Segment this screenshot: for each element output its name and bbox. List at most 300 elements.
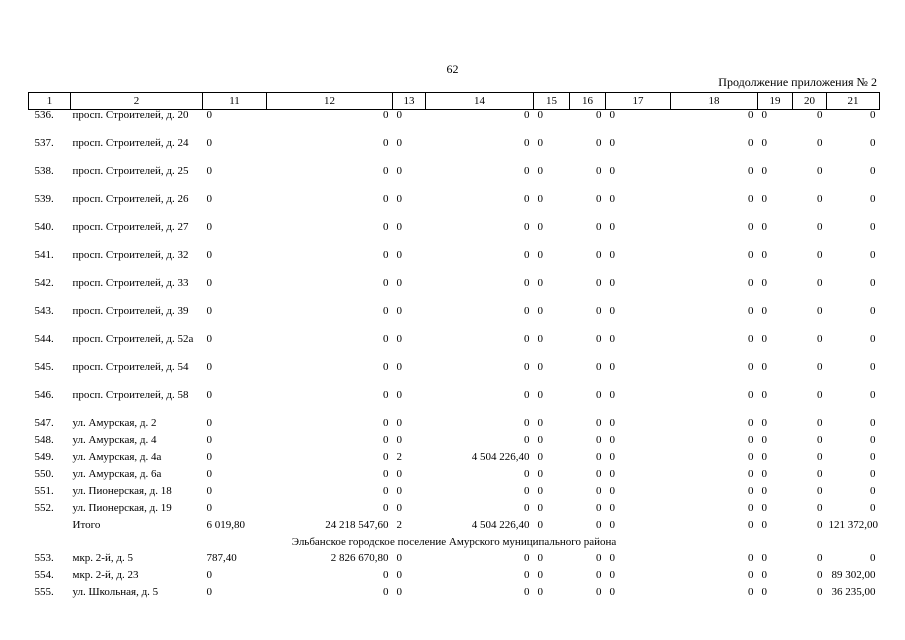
column-header: 20: [793, 93, 827, 110]
cell-c13: 0: [396, 417, 402, 429]
cell-c17: 0: [609, 361, 615, 373]
cell-c15: 0: [537, 277, 543, 289]
row-number: 542.: [34, 277, 54, 289]
cell-c21: 0: [870, 361, 876, 373]
cell-c12: 0: [383, 221, 389, 233]
cell-c20: 0: [817, 137, 823, 149]
cell-c12: 2 826 670,80: [330, 552, 389, 564]
cell-c21: 0: [870, 249, 876, 261]
row-address: ул. Школьная, д. 5: [72, 586, 159, 598]
cell-c14: 0: [524, 221, 530, 233]
cell-c11: 0: [206, 333, 212, 345]
cell-c16: 0: [596, 434, 602, 446]
cell-c19: 0: [761, 333, 767, 345]
cell-c17: 0: [609, 485, 615, 497]
cell-c11: 0: [206, 451, 212, 463]
cell-c12: 0: [383, 249, 389, 261]
cell-c21: 0: [870, 109, 876, 121]
cell-c15: 0: [537, 137, 543, 149]
cell-c13: 0: [396, 137, 402, 149]
cell-c17: 0: [609, 502, 615, 514]
row-address: просп. Строителей, д. 24: [72, 137, 189, 149]
cell-c12: 0: [383, 165, 389, 177]
row-address: ул. Амурская, д. 4: [72, 434, 157, 446]
cell-c11: 0: [206, 249, 212, 261]
cell-c20: 0: [817, 485, 823, 497]
total-c19: 0: [761, 519, 767, 531]
total-c14: 4 504 226,40: [471, 519, 530, 531]
cell-c17: 0: [609, 586, 615, 598]
cell-c20: 0: [817, 221, 823, 233]
cell-c15: 0: [537, 468, 543, 480]
cell-c18: 0: [748, 193, 754, 205]
row-number: 553.: [34, 552, 54, 564]
row-address: просп. Строителей, д. 32: [72, 249, 189, 261]
cell-c16: 0: [596, 389, 602, 401]
cell-c15: 0: [537, 417, 543, 429]
cell-c13: 0: [396, 389, 402, 401]
cell-c20: 0: [817, 434, 823, 446]
row-number: 543.: [34, 305, 54, 317]
column-header: 17: [606, 93, 671, 110]
column-header: 21: [827, 93, 880, 110]
cell-c21: 0: [870, 389, 876, 401]
row-number: 537.: [34, 137, 54, 149]
cell-c12: 0: [383, 305, 389, 317]
cell-c11: 787,40: [206, 552, 237, 564]
cell-c20: 0: [817, 502, 823, 514]
cell-c11: 0: [206, 221, 212, 233]
total-c13: 2: [396, 519, 402, 531]
cell-c17: 0: [609, 221, 615, 233]
column-header: 16: [570, 93, 606, 110]
cell-c17: 0: [609, 569, 615, 581]
cell-c12: 0: [383, 434, 389, 446]
total-c21: 121 372,00: [828, 519, 878, 531]
row-number: 540.: [34, 221, 54, 233]
cell-c13: 0: [396, 193, 402, 205]
cell-c13: 0: [396, 485, 402, 497]
cell-c11: 0: [206, 434, 212, 446]
cell-c13: 0: [396, 249, 402, 261]
cell-c15: 0: [537, 361, 543, 373]
cell-c21: 0: [870, 165, 876, 177]
row-number: 552.: [34, 502, 54, 514]
cell-c14: 0: [524, 277, 530, 289]
cell-c11: 0: [206, 502, 212, 514]
cell-c19: 0: [761, 417, 767, 429]
total-c18: 0: [748, 519, 754, 531]
row-address: ул. Пионерская, д. 18: [72, 485, 172, 497]
cell-c17: 0: [609, 333, 615, 345]
table-row: [29, 250, 880, 278]
cell-c11: 0: [206, 277, 212, 289]
cell-c12: 0: [383, 333, 389, 345]
cell-c14: 0: [524, 193, 530, 205]
row-address: просп. Строителей, д. 27: [72, 221, 189, 233]
total-row: [29, 520, 880, 537]
cell-c15: 0: [537, 451, 543, 463]
cell-c20: 0: [817, 586, 823, 598]
cell-c15: 0: [537, 552, 543, 564]
cell-c16: 0: [596, 502, 602, 514]
cell-c16: 0: [596, 193, 602, 205]
cell-c18: 0: [748, 417, 754, 429]
cell-c15: 0: [537, 165, 543, 177]
table-row: [29, 452, 880, 469]
cell-c13: 0: [396, 277, 402, 289]
cell-c19: 0: [761, 502, 767, 514]
cell-c12: 0: [383, 569, 389, 581]
column-header: 18: [671, 93, 758, 110]
row-number: 547.: [34, 417, 54, 429]
table-row: [29, 362, 880, 390]
cell-c13: 2: [396, 451, 402, 463]
cell-c21: 0: [870, 434, 876, 446]
cell-c14: 0: [524, 389, 530, 401]
column-header: 13: [393, 93, 426, 110]
cell-c11: 0: [206, 586, 212, 598]
cell-c19: 0: [761, 569, 767, 581]
cell-c13: 0: [396, 305, 402, 317]
column-header: 15: [534, 93, 570, 110]
cell-c14: 0: [524, 552, 530, 564]
cell-c15: 0: [537, 193, 543, 205]
cell-c16: 0: [596, 468, 602, 480]
cell-c11: 0: [206, 569, 212, 581]
cell-c14: 0: [524, 109, 530, 121]
cell-c11: 0: [206, 165, 212, 177]
table-row: [29, 334, 880, 362]
cell-c15: 0: [537, 569, 543, 581]
column-header: 12: [267, 93, 393, 110]
cell-c20: 0: [817, 305, 823, 317]
cell-c21: 89 302,00: [831, 569, 876, 581]
cell-c20: 0: [817, 165, 823, 177]
cell-c12: 0: [383, 361, 389, 373]
cell-c16: 0: [596, 451, 602, 463]
total-c20: 0: [817, 519, 823, 531]
cell-c16: 0: [596, 586, 602, 598]
cell-c15: 0: [537, 434, 543, 446]
row-address: ул. Амурская, д. 4а: [72, 451, 162, 463]
cell-c17: 0: [609, 434, 615, 446]
cell-c18: 0: [748, 109, 754, 121]
section-title: Эльбанское городское поселение Амурского муниципального района: [291, 536, 617, 548]
cell-c11: 0: [206, 417, 212, 429]
cell-c16: 0: [596, 333, 602, 345]
table-row: [29, 306, 880, 334]
cell-c16: 0: [596, 361, 602, 373]
row-number: 538.: [34, 165, 54, 177]
cell-c16: 0: [596, 417, 602, 429]
column-header: 2: [71, 93, 203, 110]
cell-c19: 0: [761, 434, 767, 446]
cell-c15: 0: [537, 333, 543, 345]
data-table: [28, 92, 880, 604]
cell-c20: 0: [817, 417, 823, 429]
cell-c14: 0: [524, 434, 530, 446]
cell-c20: 0: [817, 389, 823, 401]
cell-c18: 0: [748, 485, 754, 497]
column-header: 14: [426, 93, 534, 110]
cell-c19: 0: [761, 451, 767, 463]
cell-c18: 0: [748, 586, 754, 598]
cell-c18: 0: [748, 277, 754, 289]
table-row: [29, 222, 880, 250]
cell-c19: 0: [761, 305, 767, 317]
cell-c17: 0: [609, 468, 615, 480]
cell-c17: 0: [609, 552, 615, 564]
cell-c12: 0: [383, 277, 389, 289]
table-row: [29, 503, 880, 520]
cell-c16: 0: [596, 221, 602, 233]
cell-c19: 0: [761, 468, 767, 480]
row-address: мкр. 2-й, д. 23: [72, 569, 139, 581]
cell-c13: 0: [396, 552, 402, 564]
cell-c18: 0: [748, 451, 754, 463]
row-number: 544.: [34, 333, 54, 345]
row-number: 539.: [34, 193, 54, 205]
cell-c21: 0: [870, 277, 876, 289]
cell-c11: 0: [206, 485, 212, 497]
column-header: 19: [758, 93, 793, 110]
cell-c12: 0: [383, 137, 389, 149]
cell-c19: 0: [761, 485, 767, 497]
cell-c15: 0: [537, 485, 543, 497]
cell-c21: 0: [870, 221, 876, 233]
row-number: 536.: [34, 109, 54, 121]
row-number: 554.: [34, 569, 54, 581]
total-label: Итого: [72, 519, 101, 531]
cell-c20: 0: [817, 451, 823, 463]
table-row: [29, 194, 880, 222]
row-number: 548.: [34, 434, 54, 446]
cell-c21: 0: [870, 552, 876, 564]
cell-c15: 0: [537, 109, 543, 121]
cell-c11: 0: [206, 305, 212, 317]
cell-c15: 0: [537, 221, 543, 233]
total-blank: [29, 520, 71, 537]
cell-c14: 0: [524, 468, 530, 480]
cell-c16: 0: [596, 277, 602, 289]
cell-c13: 0: [396, 586, 402, 598]
cell-c11: 0: [206, 468, 212, 480]
cell-c19: 0: [761, 552, 767, 564]
continuation-label: Продолжение приложения № 2: [718, 75, 877, 89]
cell-c14: 0: [524, 165, 530, 177]
cell-c20: 0: [817, 109, 823, 121]
cell-c20: 0: [817, 193, 823, 205]
page-number: 62: [446, 62, 459, 76]
row-number: 541.: [34, 249, 54, 261]
table-row: [29, 166, 880, 194]
cell-c20: 0: [817, 569, 823, 581]
cell-c18: 0: [748, 221, 754, 233]
cell-c11: 0: [206, 193, 212, 205]
cell-c20: 0: [817, 468, 823, 480]
cell-c15: 0: [537, 502, 543, 514]
cell-c16: 0: [596, 569, 602, 581]
cell-c18: 0: [748, 137, 754, 149]
cell-c16: 0: [596, 305, 602, 317]
row-address: просп. Строителей, д. 20: [72, 109, 189, 121]
cell-c13: 0: [396, 569, 402, 581]
cell-c18: 0: [748, 361, 754, 373]
cell-c17: 0: [609, 193, 615, 205]
row-number: 551.: [34, 485, 54, 497]
cell-c21: 0: [870, 333, 876, 345]
cell-c15: 0: [537, 249, 543, 261]
cell-c17: 0: [609, 137, 615, 149]
table-row: [29, 570, 880, 587]
cell-c13: 0: [396, 468, 402, 480]
cell-c12: 0: [383, 468, 389, 480]
cell-c18: 0: [748, 468, 754, 480]
row-number: 546.: [34, 389, 54, 401]
cell-c21: 0: [870, 468, 876, 480]
cell-c18: 0: [748, 434, 754, 446]
cell-c12: 0: [383, 417, 389, 429]
cell-c14: 0: [524, 417, 530, 429]
cell-c14: 0: [524, 569, 530, 581]
table-row: [29, 435, 880, 452]
cell-c14: 0: [524, 502, 530, 514]
cell-c17: 0: [609, 165, 615, 177]
cell-c11: 0: [206, 361, 212, 373]
cell-c19: 0: [761, 249, 767, 261]
cell-c17: 0: [609, 451, 615, 463]
cell-c17: 0: [609, 277, 615, 289]
cell-c15: 0: [537, 586, 543, 598]
cell-c14: 0: [524, 305, 530, 317]
cell-c20: 0: [817, 249, 823, 261]
table-row: [29, 138, 880, 166]
cell-c18: 0: [748, 552, 754, 564]
cell-c13: 0: [396, 165, 402, 177]
row-address: ул. Пионерская, д. 19: [72, 502, 172, 514]
table-row: [29, 486, 880, 503]
cell-c20: 0: [817, 361, 823, 373]
total-c12: 24 218 547,60: [325, 519, 389, 531]
cell-c17: 0: [609, 109, 615, 121]
row-address: просп. Строителей, д. 25: [72, 165, 189, 177]
section-row: [29, 537, 880, 553]
table-row: [29, 587, 880, 604]
cell-c11: 0: [206, 109, 212, 121]
cell-c20: 0: [817, 277, 823, 289]
cell-c19: 0: [761, 361, 767, 373]
cell-c17: 0: [609, 389, 615, 401]
cell-c19: 0: [761, 137, 767, 149]
cell-c12: 0: [383, 389, 389, 401]
cell-c12: 0: [383, 451, 389, 463]
cell-c21: 0: [870, 305, 876, 317]
cell-c18: 0: [748, 569, 754, 581]
cell-c12: 0: [383, 586, 389, 598]
cell-c14: 0: [524, 137, 530, 149]
cell-c19: 0: [761, 193, 767, 205]
column-header: 1: [29, 93, 71, 110]
cell-c12: 0: [383, 193, 389, 205]
cell-c16: 0: [596, 165, 602, 177]
cell-c11: 0: [206, 389, 212, 401]
cell-c14: 4 504 226,40: [471, 451, 530, 463]
cell-c16: 0: [596, 485, 602, 497]
cell-c14: 0: [524, 333, 530, 345]
cell-c18: 0: [748, 502, 754, 514]
cell-c14: 0: [524, 485, 530, 497]
cell-c17: 0: [609, 417, 615, 429]
cell-c19: 0: [761, 389, 767, 401]
cell-c18: 0: [748, 305, 754, 317]
cell-c14: 0: [524, 586, 530, 598]
cell-c21: 0: [870, 417, 876, 429]
total-c17: 0: [609, 519, 615, 531]
cell-c16: 0: [596, 109, 602, 121]
cell-c17: 0: [609, 249, 615, 261]
cell-c21: 0: [870, 502, 876, 514]
row-address: ул. Амурская, д. 2: [72, 417, 157, 429]
row-address: просп. Строителей, д. 26: [72, 193, 189, 205]
cell-c13: 0: [396, 502, 402, 514]
cell-c12: 0: [383, 485, 389, 497]
cell-c20: 0: [817, 552, 823, 564]
cell-c20: 0: [817, 333, 823, 345]
cell-c18: 0: [748, 389, 754, 401]
table-row: [29, 418, 880, 435]
table-row: [29, 390, 880, 418]
cell-c15: 0: [537, 305, 543, 317]
cell-c13: 0: [396, 333, 402, 345]
row-address: просп. Строителей, д. 33: [72, 277, 189, 289]
row-address: просп. Строителей, д. 52а: [72, 333, 194, 345]
table-row: [29, 469, 880, 486]
cell-c18: 0: [748, 249, 754, 261]
table-row: [29, 110, 880, 139]
row-address: просп. Строителей, д. 58: [72, 389, 189, 401]
row-number: 555.: [34, 586, 54, 598]
cell-c21: 0: [870, 137, 876, 149]
row-address: просп. Строителей, д. 54: [72, 361, 189, 373]
cell-c16: 0: [596, 552, 602, 564]
row-number: 550.: [34, 468, 54, 480]
column-header: 11: [203, 93, 267, 110]
cell-c13: 0: [396, 434, 402, 446]
table-row: [29, 278, 880, 306]
cell-c19: 0: [761, 221, 767, 233]
cell-c13: 0: [396, 109, 402, 121]
cell-c14: 0: [524, 361, 530, 373]
table-row: [29, 553, 880, 570]
cell-c21: 36 235,00: [831, 586, 876, 598]
total-c16: 0: [596, 519, 602, 531]
cell-c16: 0: [596, 249, 602, 261]
cell-c11: 0: [206, 137, 212, 149]
cell-c19: 0: [761, 586, 767, 598]
cell-c13: 0: [396, 221, 402, 233]
cell-c21: 0: [870, 193, 876, 205]
total-c15: 0: [537, 519, 543, 531]
cell-c19: 0: [761, 277, 767, 289]
total-c11: 6 019,80: [206, 519, 245, 531]
cell-c19: 0: [761, 109, 767, 121]
cell-c12: 0: [383, 109, 389, 121]
row-address: просп. Строителей, д. 39: [72, 305, 189, 317]
row-number: 549.: [34, 451, 54, 463]
row-number: 545.: [34, 361, 54, 373]
cell-c21: 0: [870, 451, 876, 463]
